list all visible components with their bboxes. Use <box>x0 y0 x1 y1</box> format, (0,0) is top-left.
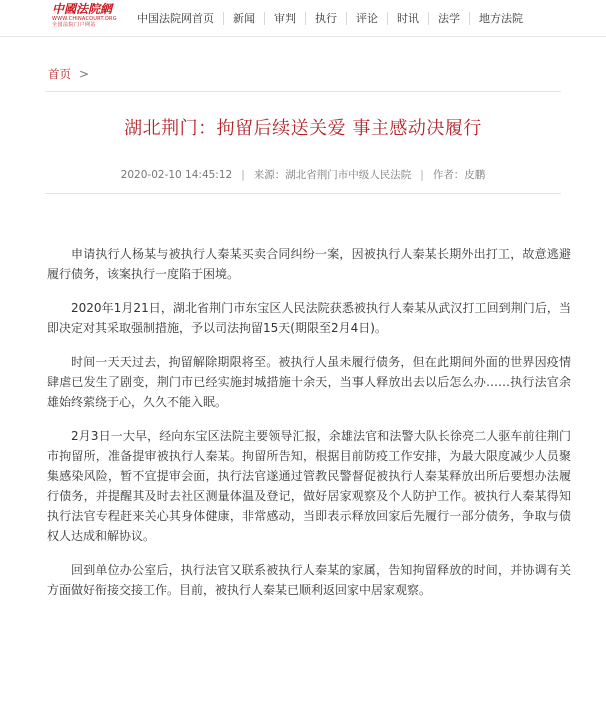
article-paragraph: 时间一天天过去，拘留解除期限将至。被执行人虽未履行债务，但在此期间外面的世界因疫情肆虐已发生了剧变，荆门市已经实施封城措施十余天，当事人释放出去以后怎么办……执行法官余雄始终萦绕于心，久久不能入眠。 <box>47 355 571 409</box>
article-body <box>47 244 571 614</box>
breadcrumb <box>48 66 89 82</box>
meta-divider <box>45 193 561 194</box>
chevron-right-icon: > <box>79 67 90 81</box>
nav-item-home[interactable]: 中国法院网首页 <box>137 12 214 25</box>
breadcrumb-home-link[interactable]: 首页 <box>48 67 71 81</box>
nav-item-jurisprudence[interactable]: 法学 <box>438 12 460 25</box>
nav-item-execution[interactable]: 执行 <box>315 12 337 25</box>
article-source: 来源：湖北省荆门市中级人民法院 <box>253 169 412 181</box>
meta-separator: | <box>241 168 245 181</box>
article-datetime: 2020-02-10 14:45:12 <box>120 168 233 181</box>
meta-separator: | <box>420 168 424 181</box>
logo-url-text: WWW.CHINACOURT.ORG <box>52 16 117 22</box>
article-paragraph: 2月3日一大早，经向东宝区法院主要领导汇报，余雄法官和法警大队长徐亮二人驱车前往荆门市拘留所，准备提审被执行人秦某。拘留所告知，根据目前防疫工作安排，为最大限度减少人员聚集感染风险，暂不宜提审会面，执行法官遂通过管教民警督促被执行人秦某释放出所后要想办法履行债务，并提醒其及时去社区测量体温及登记，做好居家观察及个人防护工作。被执行人秦某得知执行法官专程赶来关心其身体健康，非常感动，当即表示释放回家后先履行一部分债务，争取与债权人达成和解协议。 <box>47 429 571 543</box>
logo-tagline-text: 全国法院门户网站 <box>52 22 97 28</box>
article-paragraph: 回到单位办公室后，执行法官又联系被执行人秦某的家属，告知拘留释放的时间，并协调有关方面做好衔接交接工作。目前，被执行人秦某已顺利返回家中居家观察。 <box>47 563 571 597</box>
breadcrumb-divider <box>45 91 561 92</box>
article-author: 作者：皮鹏 <box>432 169 486 181</box>
site-logo[interactable] <box>52 2 117 34</box>
nav-item-trial[interactable]: 审判 <box>274 12 296 25</box>
nav-item-news[interactable]: 新闻 <box>233 12 255 25</box>
nav-item-current-news[interactable]: 时讯 <box>397 12 419 25</box>
nav-item-commentary[interactable]: 评论 <box>356 12 378 25</box>
main-nav <box>124 0 532 36</box>
article-meta <box>0 167 606 182</box>
nav-item-local-courts[interactable]: 地方法院 <box>479 12 523 25</box>
logo-main-text: 中國法院網 <box>52 2 113 16</box>
article-title: 湖北荆门：拘留后续送关爱 事主感动决履行 <box>124 118 482 139</box>
article-paragraph: 2020年1月21日，湖北省荆门市东宝区人民法院获悉被执行人秦某从武汉打工回到荆门后，当即决定对其采取强制措施，予以司法拘留15天(期限至2月4日)。 <box>47 301 571 335</box>
article-paragraph: 申请执行人杨某与被执行人秦某买卖合同纠纷一案，因被执行人秦某长期外出打工，故意逃避履行债务，该案执行一度陷于困境。 <box>47 247 571 281</box>
top-bar <box>0 0 606 37</box>
